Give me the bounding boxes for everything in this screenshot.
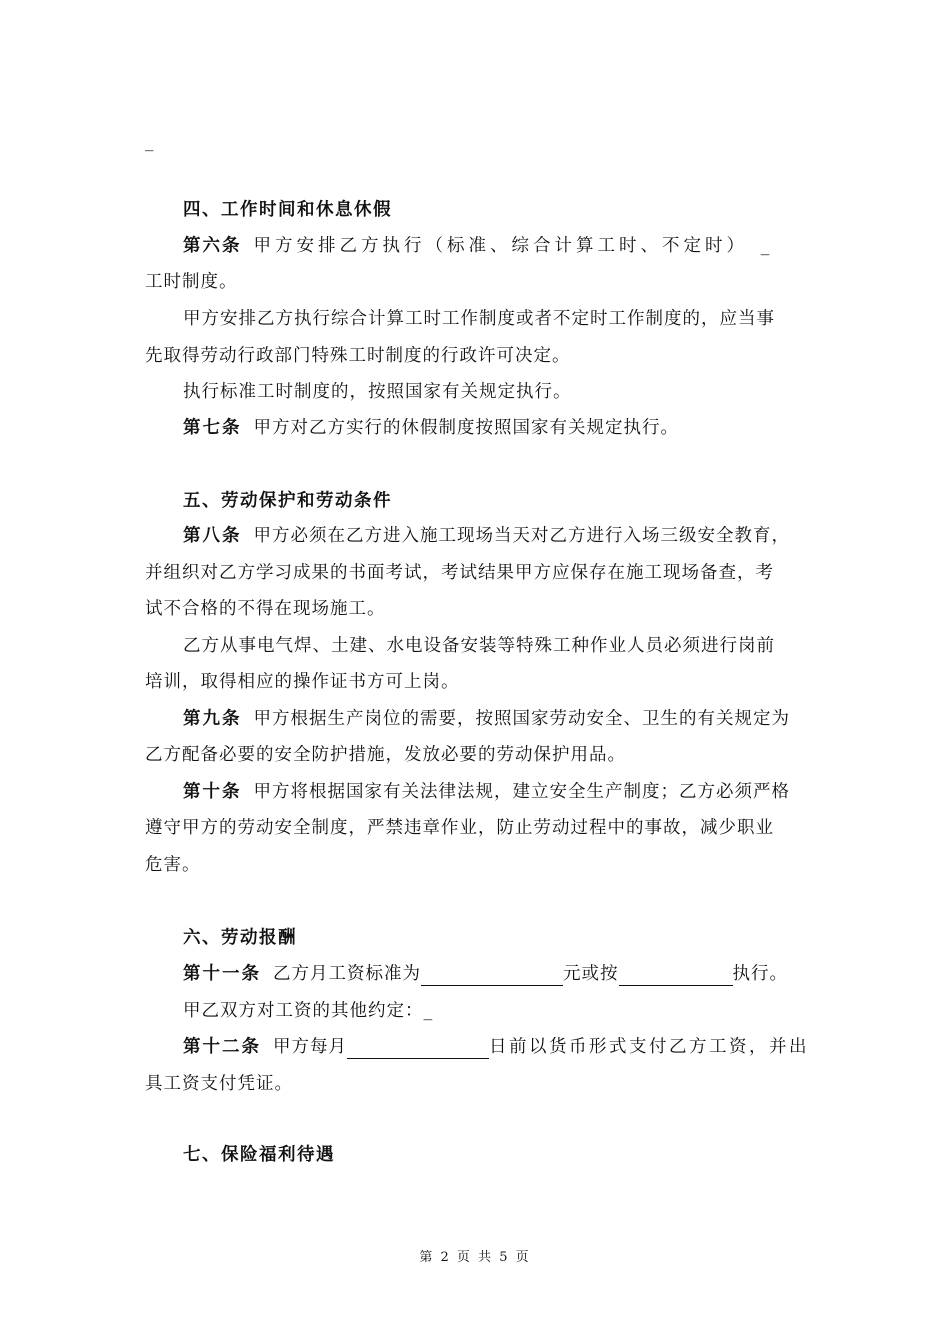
section-7-heading: 七、保险福利待遇: [183, 1145, 335, 1165]
article-6: [183, 234, 810, 258]
article-9-line-2: 乙方配备必要的安全防护措施，发放必要的劳动保护用品。: [145, 745, 626, 765]
article-12-label: 第十二条: [183, 1037, 261, 1057]
article-12: [183, 1035, 810, 1059]
article-10-line-2: 遵守甲方的劳动安全制度，严禁违章作业，防止劳动过程中的事故，减少职业: [145, 818, 774, 838]
section-5-para-a: 乙方从事电气焊、土建、水电设备安装等特殊工种作业人员必须进行岗前: [183, 636, 775, 656]
article-11-text-b: 元或按: [563, 964, 619, 984]
section-5-para-b: 培训，取得相应的操作证书方可上岗。: [145, 672, 460, 692]
article-6-text: 甲方安排乙方执行（标准、综合计算工时、不定时）: [253, 236, 748, 256]
wage-other-text: 甲乙双方对工资的其他约定：: [183, 1001, 424, 1021]
article-11-label: 第十一条: [183, 964, 261, 984]
salary-amount-blank[interactable]: [421, 965, 563, 986]
article-6-blank: _: [760, 236, 771, 256]
article-7-label: 第七条: [183, 418, 242, 438]
article-11-text-c: 执行。: [732, 964, 788, 984]
article-11-text-a: 乙方月工资标准为: [273, 964, 421, 984]
article-7: [183, 416, 810, 440]
article-8-text: 甲方必须在乙方进入施工现场当天对乙方进行入场三级安全教育，: [253, 526, 790, 546]
article-9-label: 第九条: [183, 709, 242, 729]
article-11: [183, 962, 810, 986]
section-4-para-1a: 甲方安排乙方执行综合计算工时工作制度或者不定时工作制度的，应当事: [183, 309, 775, 329]
article-6-label: 第六条: [183, 236, 242, 256]
article-9-text: 甲方根据生产岗位的需要，按照国家劳动安全、卫生的有关规定为: [253, 709, 790, 729]
article-12-text-a: 甲方每月: [273, 1037, 347, 1057]
section-5-heading: 五、劳动保护和劳动条件: [183, 491, 392, 511]
article-8-line-3: 试不合格的不得在现场施工。: [145, 599, 386, 619]
article-12-line-2: 具工资支付凭证。: [145, 1074, 293, 1094]
article-10-text: 甲方将根据国家有关法律法规，建立安全生产制度；乙方必须严格: [253, 782, 790, 802]
article-9: [183, 707, 810, 731]
wage-other-blank: _: [423, 1001, 434, 1021]
section-4-para-1b: 先取得劳动行政部门特殊工时制度的行政许可决定。: [145, 346, 571, 366]
section-4-para-2: 执行标准工时制度的，按照国家有关规定执行。: [183, 382, 572, 402]
salary-method-blank[interactable]: [619, 965, 733, 986]
top-mark: _: [145, 132, 154, 152]
article-7-text: 甲方对乙方实行的休假制度按照国家有关规定执行。: [253, 418, 679, 438]
article-10: [183, 780, 810, 804]
article-10-label: 第十条: [183, 782, 242, 802]
article-8-line-2: 并组织对乙方学习成果的书面考试，考试结果甲方应保存在施工现场备查，考: [145, 563, 774, 583]
page-footer: 第 2 页 共 5 页: [419, 1250, 531, 1265]
pay-day-blank[interactable]: [347, 1038, 489, 1059]
article-10-line-3: 危害。: [145, 855, 201, 875]
article-8: [183, 524, 810, 548]
article-8-label: 第八条: [183, 526, 242, 546]
section-4-heading: 四、工作时间和休息休假: [183, 200, 392, 220]
article-12-text-b: 日前以货币形式支付乙方工资，并出: [489, 1037, 809, 1057]
wage-other-agreement: [183, 999, 810, 1023]
section-6-heading: 六、劳动报酬: [183, 928, 297, 948]
article-6-continuation: 工时制度。: [145, 272, 238, 292]
